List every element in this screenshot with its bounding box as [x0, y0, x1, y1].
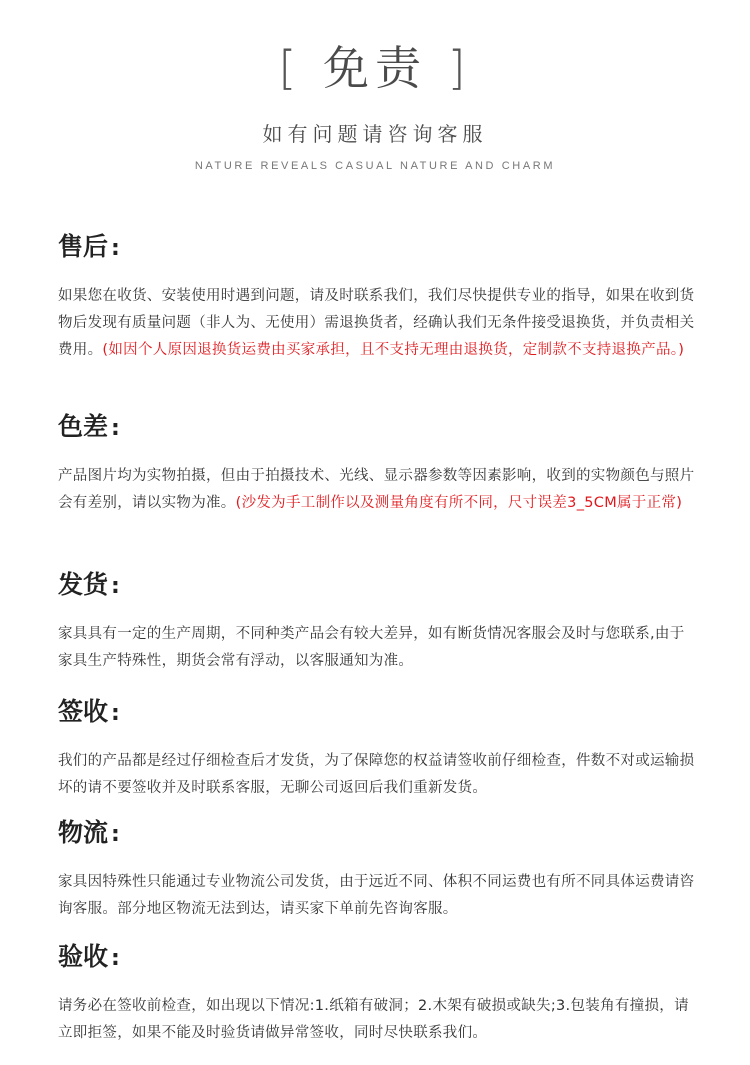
title-text: 免责	[323, 41, 427, 95]
page-subtitle: 如有问题请咨询客服	[262, 122, 488, 146]
page-title	[0, 38, 750, 98]
section-color-difference	[58, 410, 698, 517]
section-heading	[58, 568, 698, 604]
body-text: 我们的产品都是经过仔细检查后才发货，为了保障您的权益请签收前仔细检查，件数不对或运输损坏的请不要签收并及时联系客服，无聊公司返回后我们重新发货。	[58, 753, 695, 796]
section-heading	[58, 695, 698, 731]
section-after-sales	[58, 230, 698, 364]
section-text	[58, 993, 698, 1047]
heading-colon: :	[111, 236, 120, 261]
body-text: 请务必在签收前检查，如出现以下情况:1.纸箱有破洞；2.木架有破损或缺失;3.包装角有撞损，请立即拒签，如果不能及时验货请做异常签收，同时尽快联系我们。	[58, 998, 689, 1041]
section-heading	[58, 230, 698, 266]
section-heading	[58, 816, 698, 852]
section-text	[58, 621, 698, 675]
heading-colon: :	[111, 822, 120, 847]
body-text: 家具具有一定的生产周期，不同种类产品会有较大差异，如有断货情况客服会及时与您联系,由于家具生产特殊性，期货会常有浮动，以客服通知为准。	[58, 626, 685, 669]
section-shipping	[58, 568, 698, 675]
section-heading	[58, 940, 698, 976]
heading-colon: :	[111, 574, 120, 599]
heading-text: 验收	[58, 942, 109, 971]
section-text	[58, 869, 698, 923]
heading-text: 售后	[58, 232, 109, 261]
section-inspection	[58, 940, 698, 1047]
heading-colon: :	[111, 701, 120, 726]
warning-note: (沙发为手工制作以及测量角度有所不同，尺寸误差3_5CM属于正常)	[235, 495, 683, 511]
heading-text: 发货	[58, 570, 109, 599]
section-text	[58, 463, 698, 517]
heading-text: 签收	[58, 697, 109, 726]
page-tagline: NATURE REVEALS CASUAL NATURE AND CHARM	[194, 160, 556, 172]
heading-colon: :	[111, 416, 120, 441]
section-logistics	[58, 816, 698, 923]
heading-text: 色差	[58, 412, 109, 441]
body-text: 如果您在收货、安装使用时遇到问题，请及时联系我们，我们尽快提供专业的指导，如果在收到货物后发现有质量问题（非人为、无使用）需退换货者，经确认我们无条件接受退换货，并负责相关费用。	[58, 288, 695, 358]
body-text: 产品图片均为实物拍摄，但由于拍摄技术、光线、显示器参数等因素影响，收到的实物颜色与照片会有差别，请以实物为准。	[58, 468, 695, 511]
warning-note: (如因个人原因退换货运费由买家承担，且不支持无理由退换货，定制款不支持退换产品。)	[102, 342, 685, 358]
section-receipt	[58, 695, 698, 802]
title-bracket-open: [	[278, 41, 303, 95]
heading-colon: :	[111, 946, 120, 971]
section-text	[58, 748, 698, 802]
heading-text: 物流	[58, 818, 109, 847]
section-text	[58, 283, 698, 364]
section-heading	[58, 410, 698, 446]
title-bracket-close: ]	[447, 41, 472, 95]
body-text: 家具因特殊性只能通过专业物流公司发货，由于远近不同、体积不同运费也有所不同具体运费请咨询客服。部分地区物流无法到达，请买家下单前先咨询客服。	[58, 874, 695, 917]
